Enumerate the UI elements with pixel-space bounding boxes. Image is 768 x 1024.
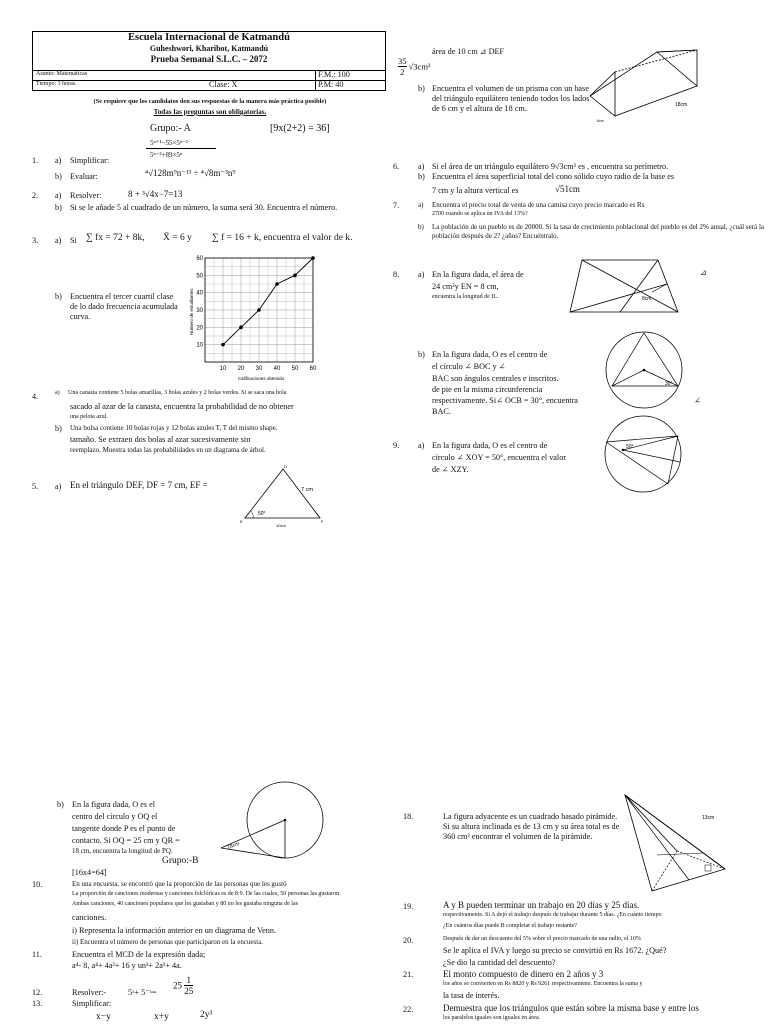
q21-number: 21. <box>403 970 414 979</box>
q1-number: 1. <box>32 156 39 165</box>
q5-a-continued: área de 10 cm ⊿ DEF <box>432 47 505 56</box>
q7-a-text1: Encuentra el precio total de venta de una camisa cuyo precio marcado es Rs <box>432 201 645 209</box>
q9-b-text1: En la figura dada, O es el <box>72 800 155 809</box>
tangent-circle-figure <box>215 778 325 868</box>
data-point <box>275 282 279 286</box>
q9-b-text2: centro del círculo y OQ el <box>72 812 158 821</box>
tangent-length-label: 18cm <box>226 840 241 851</box>
q8-b-text6: BAC. <box>432 407 451 416</box>
y-tick-label: 30 <box>196 308 203 314</box>
q6-b-text2: 7 cm y la altura vertical es <box>432 186 519 195</box>
q3-b-text: Encuentra el tercer cuartil clase de lo dado frecuencia acumulada curva. <box>70 292 178 321</box>
q13-expr2: x+y <box>154 1012 169 1022</box>
pass-marks: P.M: 40 <box>318 80 344 89</box>
triangle-def-figure <box>235 463 330 533</box>
q1-b-expression: ⁴√128m⁹n⁻¹³ ÷ ⁴√8m⁻³n⁹ <box>145 168 236 178</box>
data-point <box>221 343 225 347</box>
q11-number: 11. <box>32 950 42 959</box>
chart-y-label: Número de estudiantes <box>189 288 194 335</box>
x-tick-label: 40 <box>273 366 281 372</box>
q9-b-text5: 18 cm, encuentra la longitud de PQ. <box>72 847 173 855</box>
q18-number: 18. <box>403 812 414 821</box>
q9-a-label: a) <box>418 441 425 450</box>
instructions-line2: Todas las preguntas son obligatorias. <box>153 108 267 116</box>
q12-rhs <box>173 975 193 996</box>
q5-b-text: Encuentra el volumen de un prisma con un base del triángulo equilátero teniendo todos los lados de 6 cm y el altura de 18 cm. <box>432 84 590 113</box>
full-marks: F.M.: 100 <box>318 70 350 79</box>
x-tick-label: 50 <box>291 366 299 372</box>
q2-a-label: a) <box>55 191 62 200</box>
q19-number: 19. <box>403 902 414 911</box>
q2-number: 2. <box>32 191 39 200</box>
q22-text1: Demuestra que los triángulos que están sobre la misma base y entre los <box>443 1003 699 1013</box>
q9-b-text3: tangente donde P es el punto de <box>72 824 176 833</box>
vertex-e: E <box>240 519 243 524</box>
q2-b-label: b) <box>55 203 62 212</box>
q9-b-text4: contacto. Si OQ = 25 cm y QR = <box>72 836 180 845</box>
q20-text1: Después de dar un descuento del 5% sobre el precio marcado de una radio, el 10% <box>443 936 641 942</box>
q4-a-text3: una pelota azul. <box>70 414 108 420</box>
q3-a-mean: X̄ = 6 y <box>163 233 192 243</box>
inscribed-angle-circle-figure <box>602 324 692 412</box>
vertex-f: F <box>321 519 324 524</box>
q22-number: 22. <box>403 1005 414 1014</box>
q20-text3: ¿Se dio la cantidad del descuento? <box>443 958 556 967</box>
q18-text: La figura adyacente es un cuadrado basado pirámide. Si su altura inclinada es de 13 cm y su área total es de 360 cm² encontrar el volumen de la pirámide. <box>443 812 620 841</box>
q21-text3: la tasa de interés. <box>443 991 500 1000</box>
q3-a-sum-f: ∑ f = 16 + k, encuentra el valor de k. <box>212 233 353 243</box>
time-label: Tiempo: 3 horas. <box>36 81 77 87</box>
q12-number: 12. <box>32 988 43 997</box>
q1-b-text: Evaluar: <box>70 172 98 181</box>
q8-b-angle-symbol: ∠ <box>694 396 701 405</box>
q9-a-text2: círculo ∠ XOY = 50°, encuentra el valor <box>432 453 567 462</box>
q4-a-text2: sacado al azar de la canasta, encuentra la probabilidad de no obtener <box>70 402 294 411</box>
q12-rhs-denominator: 25 <box>184 986 194 996</box>
x-tick-label: 10 <box>219 366 227 372</box>
q5-a-area-expression: 35 2 √3cm² <box>398 56 431 77</box>
q20-number: 20. <box>403 936 414 945</box>
q13-number: 13. <box>32 999 43 1008</box>
q13-expr1: x−y <box>96 1012 111 1022</box>
data-point <box>293 274 297 278</box>
q8-b-text1: En la figura dada, O es el centro de <box>432 350 548 359</box>
q12-rhs-whole: 25 <box>173 980 182 991</box>
q8-a-text1: En la figura dada, el área de <box>432 270 524 279</box>
q5-number: 5. <box>32 482 39 491</box>
q13-text: Simplificar: <box>72 999 112 1008</box>
y-tick-label: 10 <box>196 342 203 349</box>
q10-text1: En una encuesta, se encontró que la proporción de las personas que les gustó <box>72 880 287 888</box>
q11-text1: Encuentra el MCD de la expresión dada; <box>72 950 206 959</box>
q5-b-label: b) <box>418 84 425 93</box>
base-label: 10cm <box>276 523 286 528</box>
x-tick-label: 60 <box>309 366 317 372</box>
x-tick-label: 30 <box>255 366 263 372</box>
school-name: Escuela Internacional de Katmandú <box>128 32 290 43</box>
q3-number: 3. <box>32 236 39 245</box>
q2-a-text: Resolver: <box>70 191 102 200</box>
q7-number: 7. <box>393 201 400 210</box>
q1-frac-numerator: 5ⁿ⁺¹−55×5ⁿ⁻² <box>150 139 188 147</box>
q10-number: 10. <box>32 880 43 889</box>
q10-text2: La proporción de canciones modernas y canciones folclóricas es de 8:9. De las cuales, 50 personas las gustaron. <box>72 891 341 897</box>
q4-b-label: b) <box>55 424 62 433</box>
triangular-prism-figure <box>585 44 707 124</box>
q6-b-expression: √51cm <box>555 184 580 194</box>
q5-a-label: a) <box>55 482 62 491</box>
q21-text2: los años se convierten en Rs 8820 y Rs 9261 respectivamente. Encuentra la suma y <box>443 981 643 987</box>
q4-number: 4. <box>32 392 39 401</box>
data-point <box>311 256 315 260</box>
q12-text: Resolver:- <box>72 988 107 997</box>
q8-b-text4: de pie en la misma circunferencia <box>432 385 543 394</box>
q8-b-label: b) <box>418 350 425 359</box>
q6-number: 6. <box>393 162 400 171</box>
q10-part-ii: ii) Encuentra el número de personas que participaron en la encuesta. <box>72 938 264 946</box>
q6-b-label: b) <box>418 172 425 181</box>
trapezium-length-label: 8cm <box>642 296 652 302</box>
chart-x-label: Calificaciones obtenido <box>237 376 285 381</box>
trapezium-figure <box>562 252 692 322</box>
group-b-marks: [16x4=64] <box>72 868 107 877</box>
instructions-line1: (Se requiere que los candidatos den sus respuestas de la manera más práctica posible) <box>93 98 327 105</box>
y-tick-label: 50 <box>196 273 203 280</box>
q19-text1: A y B pueden terminar un trabajo en 20 días y 25 días. <box>443 900 640 910</box>
q8-b-text2: el círculo ∠ BOC y ∠ <box>432 362 506 371</box>
side-df-label: 7 cm <box>301 487 313 493</box>
q12-expression: 5ˣ+ 5⁻ˣ= <box>128 988 157 997</box>
angle-xoy-circle-figure <box>598 410 688 500</box>
q3-b-label: b) <box>55 292 62 301</box>
q8-number: 8. <box>393 270 400 279</box>
group-a-marks: [9x(2+2) = 36] <box>270 123 330 134</box>
q7-b-text: La población de un pueblo es de 20000. Si la tasa de crecimiento poblacional del pueblo es del 2% anual, ¿cuál será la población después de 2? ¿años? Encuéntralo. <box>432 223 764 240</box>
q4-b-text2: tamaño. Se extraen dos bolas al azar sucesivamente sin <box>70 435 251 444</box>
y-tick-label: 40 <box>196 290 203 297</box>
q6-b-text1: Encuentra el área superficial total del cono sólido cuyo radio de la base es <box>432 172 675 181</box>
q7-b-label: b) <box>418 223 424 231</box>
x-tick-label: 20 <box>237 366 245 372</box>
q2-b-text: Si se le añade 5 al cuadrado de un número, la suma será 30. Encuentra el número. <box>70 203 338 212</box>
q11-text2: a⁴- 8, a⁴+ 4a²+ 16 y un³+ 2a²+ 4a. <box>72 961 182 970</box>
q8-a-triangle-symbol: ⊿ <box>700 268 707 277</box>
angle-e-label: 50° <box>258 511 266 517</box>
y-tick-label: 60 <box>196 256 203 262</box>
q9-number: 9. <box>393 441 400 450</box>
q22-text2: los paralelos iguales son iguales en área. <box>443 1015 541 1021</box>
school-address: Guheshwori, Kharibot, Katmandú <box>149 44 269 53</box>
q9-a-text1: En la figura dada, O es el centro de <box>432 441 548 450</box>
q8-a-text2: 24 cm²y EN = 8 cm, <box>432 282 499 291</box>
q6-a-label: a) <box>418 162 425 171</box>
circle-angle-label: 30° <box>665 381 673 387</box>
q3-a-label: a) <box>55 236 62 245</box>
q2-a-expression: 8 + ³√4x−7=13 <box>128 189 183 199</box>
circle-angle-label-2: 50° <box>626 444 634 450</box>
q1-frac-denominator: 5ⁿ⁻²+89×5ⁿ <box>150 151 183 159</box>
q12-rhs-numerator: 1 <box>186 975 191 985</box>
q19-text2: respectivamente. Si A dejó el trabajo después de trabajar durante 5 días. ¿En cuánto tiempo <box>443 912 662 918</box>
q8-a-text3: encuentra la longitud de IL. <box>432 294 499 300</box>
exam-title: Prueba Semanal S.L.C. – 2072 <box>150 54 268 64</box>
q10-text3: Ambas canciones, 40 canciones populares que les gustaban y 80 no les gustaba ninguna de las <box>72 901 298 907</box>
q19-text3: ¿En cuántos días puede B completar el trabajo restante? <box>443 923 577 929</box>
q10-part-i: i) Representa la información anterior en un diagrama de Venn. <box>72 926 277 935</box>
prism-side-label: 6cm <box>597 119 604 123</box>
ogive-chart <box>185 250 325 385</box>
q3-a-sum-fx: ∑ fx = 72 + 8k, <box>86 233 145 243</box>
prism-height-label: 18cm <box>675 102 688 108</box>
q21-text1: El monto compuesto de dinero en 2 años y 3 <box>443 969 604 979</box>
q4-b-text1: Una bolsa contiene 10 bolas rojas y 12 bolas azules T, T del mismo shape. <box>70 424 278 432</box>
data-point <box>239 326 243 330</box>
q1-frac-bar <box>146 148 216 149</box>
q8-b-text3: BAC son ángulos centrales e inscritos. <box>432 374 559 383</box>
group-b-title: Grupo:-B <box>162 856 199 866</box>
q3-a-pre: Si <box>70 236 77 245</box>
q13-expr3: 2y³ <box>200 1010 213 1020</box>
exam-header-box <box>32 31 386 91</box>
vertex-d: D <box>284 464 287 469</box>
q9-b-label: b) <box>57 800 64 809</box>
q6-a-text: Si el área de un triángulo equilátero 9√3cm² es , encuentra su perímetro. <box>432 162 669 171</box>
data-point <box>257 308 261 312</box>
q7-a-text2: 2700 cuando se aplica un IVA del 13%? <box>432 211 528 217</box>
q10-text4: canciones. <box>72 913 107 922</box>
q1-b-label: b) <box>55 172 62 181</box>
q1-a-label: a) <box>55 156 62 165</box>
q8-a-label: a) <box>418 270 425 279</box>
group-a-title: Grupo:- A <box>150 123 191 134</box>
y-tick-label: 20 <box>196 325 203 332</box>
q4-b-text3: reemplazo. Muestra todas las probabilidades en un diagrama de árbol. <box>70 446 266 454</box>
class-label: Clase: X <box>209 80 238 89</box>
q5-a-text: En el triángulo DEF, DF = 7 cm, EF = <box>70 480 208 490</box>
q4-a-label: a) <box>55 390 60 396</box>
q7-a-label: a) <box>418 201 424 209</box>
q20-text2: Se le aplica el IVA y luego su precio se convirtió en Rs 1672. ¿Qué? <box>443 946 667 955</box>
q8-b-text5: respectivamente. Si∠ OCB = 30°, encuentra <box>432 396 578 405</box>
subject-label: Asunto: Matemáticas <box>36 71 88 77</box>
q4-a-text1: Una canasta contiene 5 bolas amarillas, 3 bolas azules y 2 bolas verdes. Si se saca una bola <box>68 390 287 396</box>
square-pyramid-figure <box>617 793 732 901</box>
q9-a-text3: de ∠ XZY. <box>432 465 469 474</box>
slant-height-label: 13cm <box>702 815 715 821</box>
q1-a-text: Simplificar: <box>70 156 110 165</box>
